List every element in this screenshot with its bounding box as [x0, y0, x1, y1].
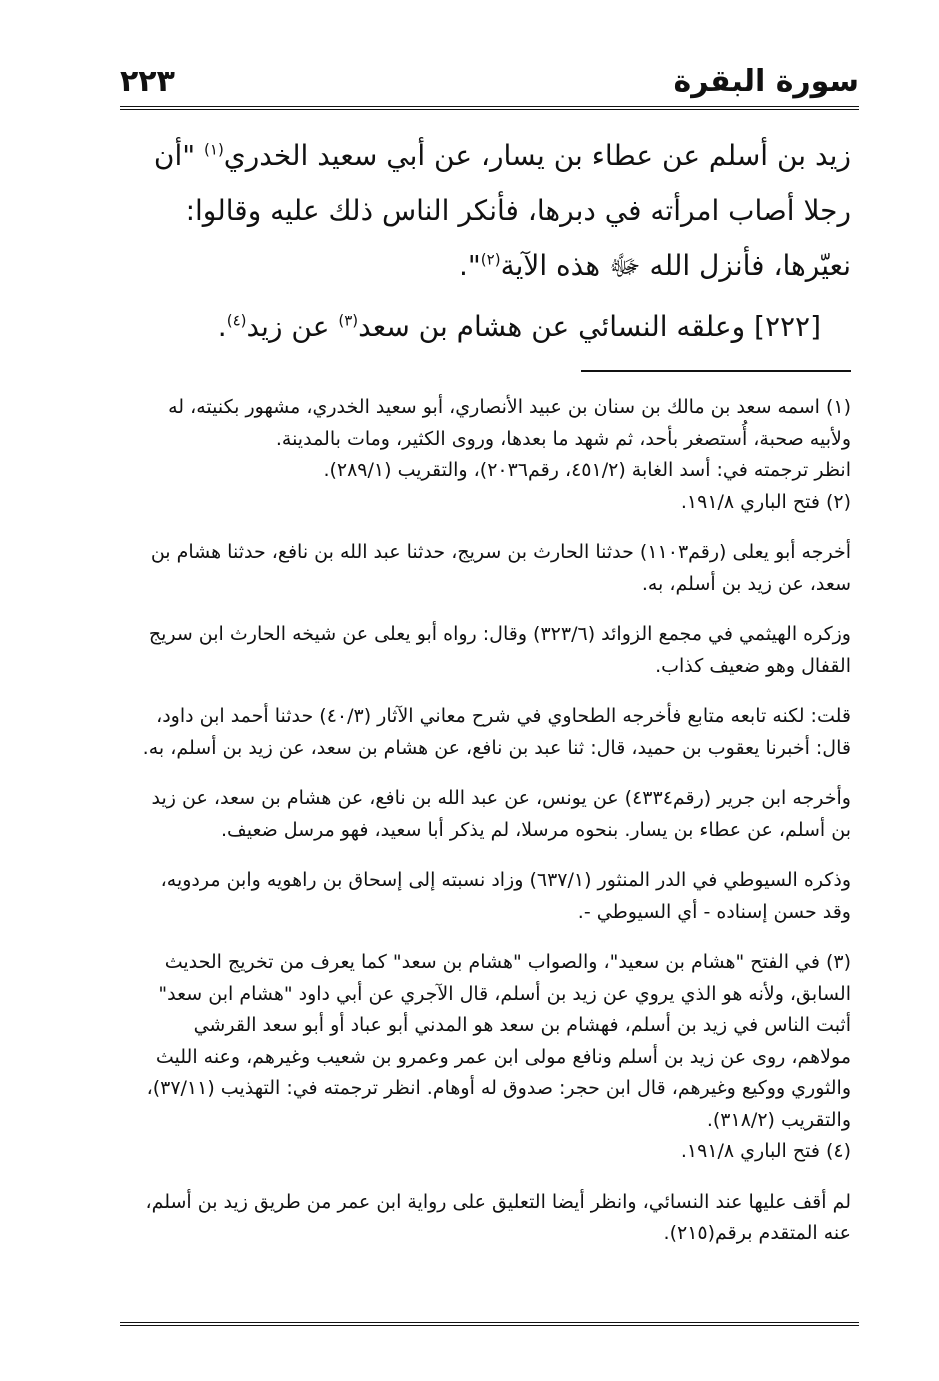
footnote-4-text: فتح الباري ١٩١/٨.: [680, 1140, 820, 1162]
footnote-1-number: (١): [825, 396, 851, 418]
footnote-ref-4[interactable]: (٤): [226, 311, 247, 330]
footnote-ref-2[interactable]: (٢): [480, 250, 501, 269]
footnote-2-text: فتح الباري ١٩١/٨.: [680, 490, 820, 513]
main-text: [128, 128, 851, 354]
footnote-4-para-1: لم أقف عليها عند النسائي، وانظر أيضا التعليق على رواية ابن عمر من طريق زيد بن أسلم، عنه المتقدم برقم(٢١٥).: [145, 1190, 851, 1244]
footnote-1: [128, 392, 851, 455]
footnote-ref-3[interactable]: (٣): [338, 311, 359, 330]
header-divider: [120, 106, 859, 110]
narration-text-c: .: [217, 310, 227, 343]
footnote-1-text: اسمه سعد بن مالك بن سنان بن عبيد الأنصاري، أبو سعيد الخدري، مشهور بكنيته، له ولأبيه صحبة، أُستصغر بأحد، ثم شهد ما بعدها، وروى الكثير، ومات بالمدينة.: [168, 396, 851, 450]
narration-paragraph: [128, 299, 851, 354]
hadith-text-c: ".: [459, 249, 481, 282]
footnote-3-text: في الفتح "هشام بن سعيد"، والصواب "هشام بن سعد" كما يعرف من تخريج الحديث السابق، ولأنه هو الذي يروي عن زيد بن أسلم، قال الآجري عن أبي داود "هشام ابن سعد" أثبت الناس في زيد بن أسلم، فهشام بن سعد هو المدني أبو عباد أو أبو سعد القرشي مولاهم، روى عن زيد بن أسلم ونافع مولى ابن عمر وعمرو بن شعيب وغيرهم، وعنه الليث والثوري ووكيع وغيرهم، قال ابن حجر: صدوق له أوهام. انظر ترجمته في: التهذيب (٣٧/١١)، والتقريب (٣١٨/٢).: [146, 951, 851, 1131]
narration-text-b: عن زيد: [246, 310, 339, 343]
footnote-2-number: (٢): [825, 490, 851, 513]
footnote-1-reference: انظر ترجمته في: أسد الغابة (٤٥١/٢، رقم٢٠٣٦)، والتقريب (٢٨٩/١).: [323, 459, 851, 481]
narration-number: [٢٢٢]: [754, 310, 821, 343]
hadith-text-a: زيد بن أسلم عن عطاء بن يسار، عن أبي سعيد الخدري: [223, 139, 851, 172]
footnotes: [128, 392, 851, 1269]
footnote-2-para-4: وأخرجه ابن جرير (رقم٤٣٣٤) عن يونس، عن عبد الله بن نافع، عن هشام بن سعد، عن زيد بن أسلم، عن عطاء بن يسار. بنحوه مرسلا، لم يذكر أبا سعيد، فهو مرسل ضعيف.: [151, 787, 851, 841]
footnote-2-para-2: وزكره الهيثمي في مجمع الزوائد (٣٢٣/٦) وقال: رواه أبو يعلى عن شيخه الحارث ابن سريج القفال وهو ضعيف كذاب.: [148, 623, 851, 677]
footnote-4: [128, 1136, 851, 1168]
page-header: [120, 62, 859, 102]
narration-text-a: وعلقه النسائي عن هشام بن سعد: [358, 310, 754, 343]
hadith-text-b: "أن رجلا أصاب امرأته في دبرها، فأنكر الناس ذلك عليه وقالوا: نعيّرها، فأنزل الله ﷻ هذه الآية: [153, 139, 851, 282]
footnote-separator: [581, 370, 851, 372]
footnote-3-number: (٣): [825, 951, 851, 973]
footnote-2: [128, 487, 851, 519]
page-number: ٢٢٣: [120, 64, 175, 99]
footnote-2-para-3: قلت: لكنه تابعه متابع فأخرجه الطحاوي في شرح معاني الآثار (٤٠/٣) حدثنا أحمد ابن داود، قال: أخبرنا يعقوب بن حميد، قال: ثنا عبد بن نافع، عن هشام بن سعد، عن زيد بن أسلم، به.: [142, 705, 851, 759]
footnote-3: [128, 947, 851, 1136]
footnote-4-number: (٤): [825, 1140, 851, 1162]
footer-divider: [120, 1322, 859, 1326]
hadith-paragraph: [128, 128, 851, 293]
footnote-2-para-1: أخرجه أبو يعلى (رقم١١٠٣) حدثنا الحارث بن سريج، حدثنا عبد الله بن نافع، حدثنا هشام بن سعد، عن زيد بن أسلم، به.: [150, 541, 851, 595]
surah-title: سورة البقرة: [673, 64, 859, 99]
footnote-ref-1[interactable]: (١): [204, 140, 224, 159]
footnote-2-para-5: وذكره السيوطي في الدر المنثور (٦٣٧/١) وزاد نسبته إلى إسحاق بن راهويه وابن مردويه، وقد حسن إسناده - أي السيوطي -.: [160, 869, 851, 923]
